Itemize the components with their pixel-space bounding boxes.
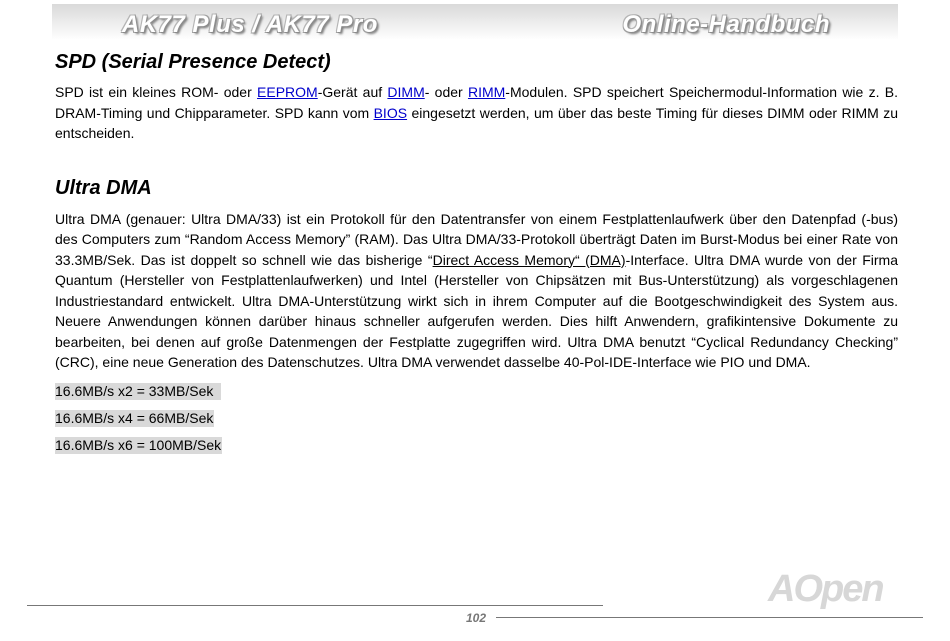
page-number: 102	[456, 611, 496, 625]
handbook-title: Online-Handbuch	[622, 11, 830, 38]
spd-text-1: SPD ist ein kleines ROM- oder	[55, 84, 258, 100]
page-content	[55, 48, 898, 464]
spd-text-5: eingesetzt werden, um über das beste Timing für dieses DIMM oder RIMM zu entscheiden.	[55, 104, 898, 141]
spd-heading: SPD (Serial Presence Detect)	[55, 51, 331, 73]
transfer-rate-item: 16.6MB/s x2 = 33MB/Sek	[55, 383, 221, 400]
bios-link[interactable]: BIOS	[373, 104, 408, 121]
header-bar	[52, 4, 898, 40]
ultra-dma-paragraph	[55, 209, 898, 373]
dimm-link[interactable]: DIMM	[387, 84, 425, 100]
spd-text-2: -Gerät auf	[317, 84, 388, 100]
manual-title: AK77 Plus / AK77 Pro	[122, 11, 378, 38]
footer-divider-right	[493, 617, 923, 618]
udma-text-2: -Interface. Ultra DMA wurde von der Firma Quantum (Hersteller von Festplattenlaufwerken) und Intel (Hersteller von Chipsätzen mit Bus-Unterstützung) als vorgeschlagenen Industriestandard entwickelt. Ultra DMA-Unterstützung wirkt sich in ihrem Computer auf die Bootgeschwindigkeit des System aus. Neuere Anwendungen können darüber hinaus schneller aufgerufen werden. Dies hilft Anwendern, grafikintensive Dokumente zu bearbeiten, bei denen auf große Datenmengen der Festplatte zugegriffen wird. Ultra DMA benutzt “Cyclical Redundancy Checking” (CRC), eine neue Generation des Datenschutzes. Ultra DMA verwendet dasselbe 40-Pol-IDE-Interface wie PIO und DMA.	[55, 251, 898, 370]
ultra-dma-heading: Ultra DMA	[55, 176, 152, 199]
aopen-logo	[768, 568, 893, 608]
transfer-rate-list	[55, 383, 898, 464]
logo-text: AOpen	[768, 568, 883, 610]
spd-text-4: -Modulen. SPD speichert Speichermodul-Information wie z. B. DRAM-Timing und Chipparameter. SPD kann vom	[55, 84, 898, 121]
udma-text-1: Ultra DMA (genauer: Ultra DMA/33) ist ein Protokoll für den Datentransfer von einem Festplattenlaufwerk über den Datenpfad (-bus) des Computers zum “Random Access Memory” (RAM). Das Ultra DMA/33-Protokoll überträgt Daten im Burst-Modus bei einer Rate von 33.3MB/Sek. Das ist doppelt so schnell wie das bisherige “	[55, 210, 898, 268]
transfer-rate-item: 16.6MB/s x4 = 66MB/Sek	[55, 409, 214, 426]
transfer-rate-item: 16.6MB/s x6 = 100MB/Sek	[55, 436, 222, 453]
rimm-link[interactable]: RIMM	[467, 84, 506, 100]
dma-reference: Direct Access Memory“ (DMA)	[432, 251, 626, 268]
eeprom-link[interactable]: EEPROM	[257, 84, 318, 100]
footer-divider-left	[27, 605, 603, 606]
spd-text-3: - oder	[424, 84, 468, 100]
spd-paragraph	[55, 82, 898, 144]
